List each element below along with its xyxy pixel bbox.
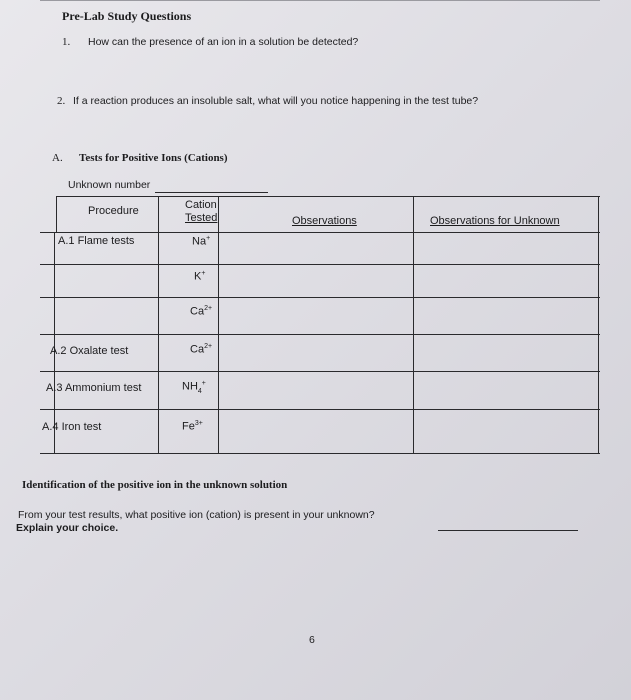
cation-cell: $Ca^{2+}$: [190, 305, 213, 318]
observations-unknown-field[interactable]: [415, 264, 597, 296]
observations-field[interactable]: [220, 334, 412, 370]
table-row: [40, 409, 600, 454]
header-observations: Observations: [292, 215, 357, 227]
section-letter: A.: [52, 152, 63, 164]
section-title: Tests for Positive Ions (Cations): [79, 152, 228, 164]
observations-unknown-field[interactable]: [415, 409, 597, 452]
cation-cell: $Fe^{3+}$: [182, 420, 203, 433]
unknown-number-line[interactable]: [155, 192, 268, 193]
identification-heading: Identification of the positive ion in the unknown solution: [22, 479, 288, 491]
observations-field[interactable]: [220, 371, 412, 408]
page-title: Pre-Lab Study Questions: [62, 9, 192, 23]
table-row: [40, 371, 600, 410]
cation-cell: $Ca^{2+}$: [190, 343, 213, 356]
question-1-text: How can the presence of an ion in a solution be detected?: [88, 36, 359, 48]
procedure-cell: A.1 Flame tests: [58, 235, 135, 247]
header-observations-unknown: Observations for Unknown: [430, 215, 560, 227]
table-row: [40, 264, 600, 298]
observations-field[interactable]: [220, 232, 412, 263]
question-1-number: 1.: [62, 36, 71, 48]
header-cation-line2: Tested: [185, 212, 218, 224]
observations-field[interactable]: [220, 297, 412, 333]
procedure-cell: A.2 Oxalate test: [50, 345, 129, 357]
observations-field[interactable]: [220, 409, 412, 452]
identification-question: From your test results, what positive ion (cation) is present in your unknown?: [18, 509, 375, 521]
unknown-number-label: Unknown number: [68, 179, 151, 191]
cation-cell: Na+: [192, 235, 211, 248]
table-row: [40, 232, 600, 265]
header-cation-line1: Cation: [185, 199, 217, 211]
cation-answer-line[interactable]: [438, 530, 578, 531]
header-procedure: Procedure: [88, 205, 139, 217]
observations-field[interactable]: [220, 264, 412, 296]
observations-unknown-field[interactable]: [415, 297, 597, 333]
cation-cell: K+: [194, 270, 206, 283]
observations-unknown-field[interactable]: [415, 371, 597, 408]
cation-cell: $NH_4^+$: [182, 380, 206, 395]
question-2-number: 2.: [57, 95, 66, 107]
page-top-rule: [40, 0, 600, 1]
observations-unknown-field[interactable]: [415, 334, 597, 370]
page-number: 6: [309, 634, 315, 646]
cation-tests-table: [40, 196, 600, 454]
table-header-row: [40, 196, 600, 233]
table-row: [40, 334, 600, 372]
procedure-cell: A.4 Iron test: [42, 421, 102, 433]
procedure-cell: A.3 Ammonium test: [46, 382, 142, 394]
observations-unknown-field[interactable]: [415, 232, 597, 263]
question-2-text: If a reaction produces an insoluble salt, what will you notice happening in the test tube?: [73, 95, 479, 107]
explain-prompt: Explain your choice.: [16, 522, 119, 534]
table-row: [40, 297, 600, 335]
